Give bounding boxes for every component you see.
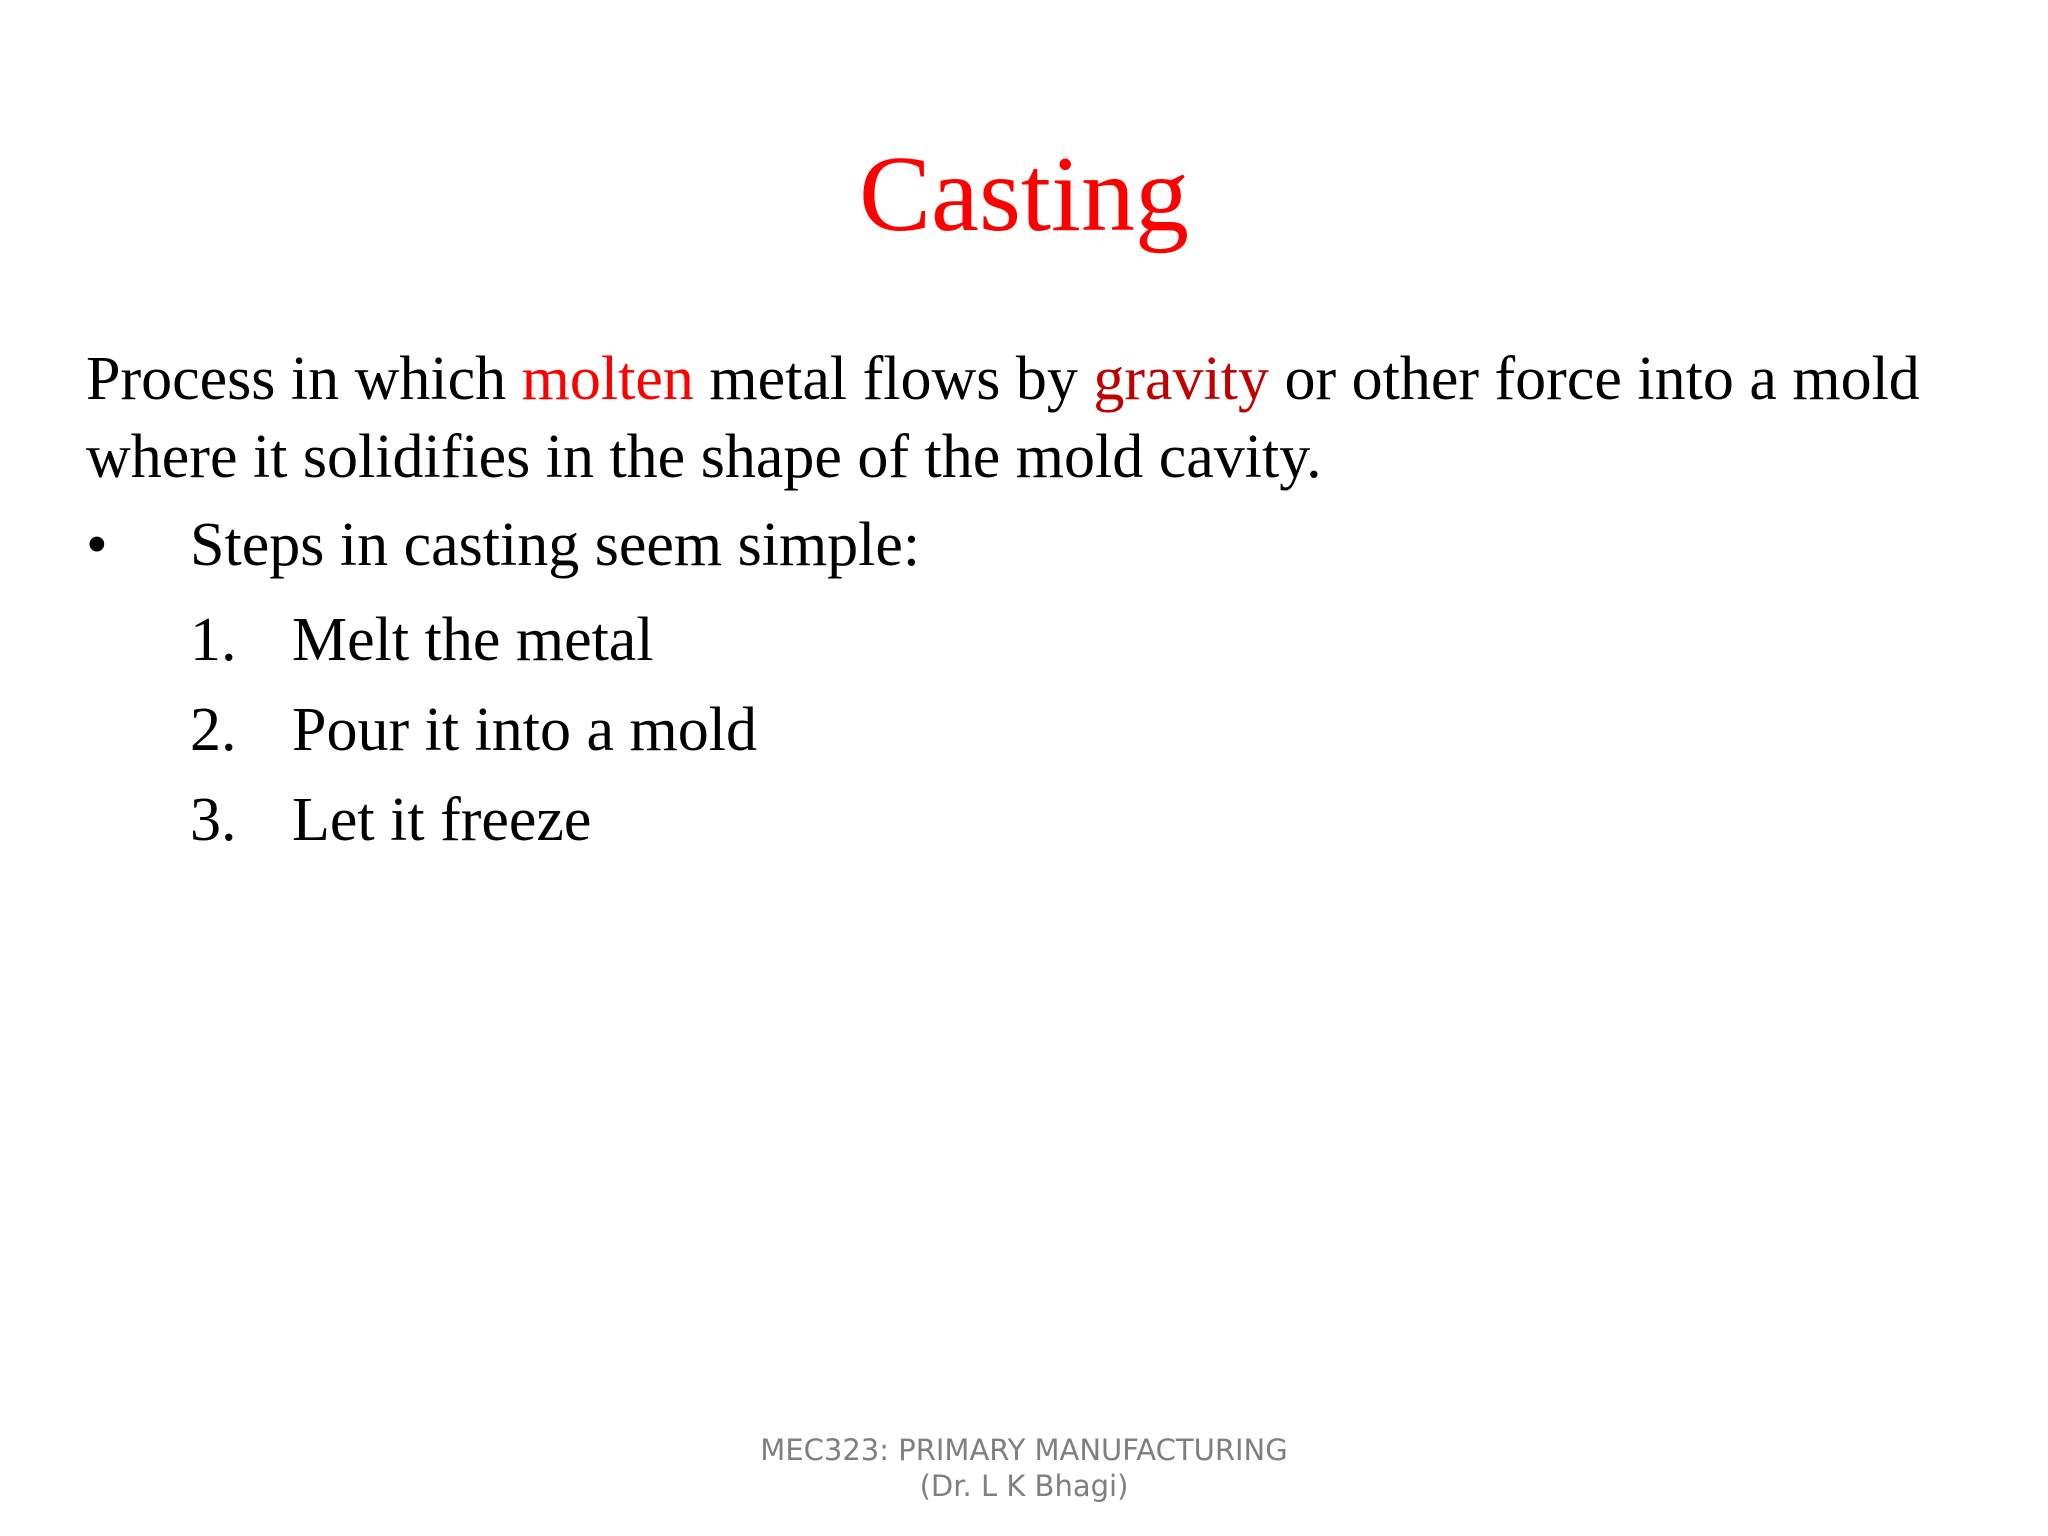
footer-author: (Dr. L K Bhagi) (919, 1469, 1129, 1503)
paragraph-line-2: where it solidifies in the shape of the mold cavity. (86, 423, 1322, 491)
paragraph-text: or other force into a mold (1269, 345, 1920, 413)
paragraph-line-1 (86, 340, 1986, 418)
bullet-icon: • (86, 511, 108, 579)
step-number: 1. (190, 606, 237, 674)
bullet-text: Steps in casting seem simple: (190, 511, 921, 579)
step-number: 2. (190, 696, 237, 764)
step-text: Let it freeze (292, 786, 592, 854)
footer-course: MEC323: PRIMARY MANUFACTURING (760, 1433, 1288, 1467)
definition-paragraph (86, 340, 1986, 496)
paragraph-text: Process in which (86, 345, 522, 413)
highlight-molten: molten (521, 345, 694, 413)
step-text: Pour it into a mold (292, 696, 757, 764)
step-number: 3. (190, 786, 237, 854)
step-text: Melt the metal (292, 606, 654, 674)
slide-title: Casting (858, 135, 1189, 254)
highlight-gravity: gravity (1093, 345, 1269, 413)
slide-footer (0, 1432, 2048, 1504)
paragraph-text: metal flows by (693, 345, 1094, 413)
